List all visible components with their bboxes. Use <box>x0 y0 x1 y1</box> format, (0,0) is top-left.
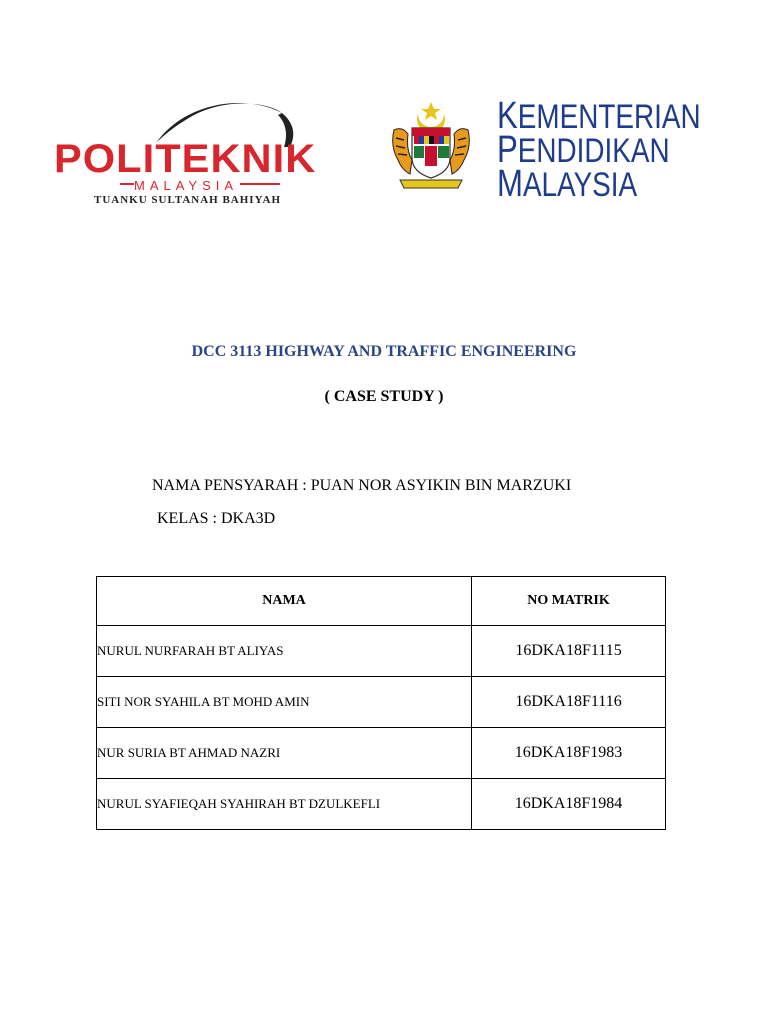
members-table <box>96 576 666 830</box>
class-line: KELAS : DKA3D <box>157 510 276 527</box>
header-name: NAMA <box>97 577 472 626</box>
politeknik-malaysia-text: MALAYSIA <box>134 178 239 193</box>
table-row <box>97 728 666 779</box>
table-header-row <box>97 577 666 626</box>
ministry-wordmark <box>497 95 701 205</box>
member-matrix: 16DKA18F1115 <box>472 626 666 677</box>
member-matrix: 16DKA18F1116 <box>472 677 666 728</box>
member-name: NURUL SYAFIEQAH SYAHIRAH BT DZULKEFLI <box>97 779 472 830</box>
ministry-line-2: PENDIDIKAN <box>497 129 670 171</box>
header-matrix: NO MATRIK <box>472 577 666 626</box>
ministry-line-3: MALAYSIA <box>497 163 638 205</box>
lecturer-line: NAMA PENSYARAH : PUAN NOR ASYIKIN BIN MARZUKI <box>152 477 572 494</box>
document-subtitle: ( CASE STUDY ) <box>324 388 444 405</box>
member-name: NURUL NURFARAH BT ALIYAS <box>97 626 472 677</box>
member-matrix: 16DKA18F1984 <box>472 779 666 830</box>
table-row <box>97 779 666 830</box>
member-name: NUR SURIA BT AHMAD NAZRI <box>97 728 472 779</box>
coat-of-arms-icon <box>388 100 474 192</box>
member-matrix: 16DKA18F1983 <box>472 728 666 779</box>
member-name: SITI NOR SYAHILA BT MOHD AMIN <box>97 677 472 728</box>
course-title: DCC 3113 HIGHWAY AND TRAFFIC ENGINEERING <box>191 343 577 360</box>
table-row <box>97 626 666 677</box>
ministry-line-1: KEMENTERIAN <box>497 95 701 137</box>
politeknik-tagline: TUANKU SULTANAH BAHIYAH <box>94 194 282 206</box>
politeknik-wordmark: POLITEKNIK <box>54 137 317 181</box>
politeknik-logo <box>44 93 326 213</box>
table-row <box>97 677 666 728</box>
